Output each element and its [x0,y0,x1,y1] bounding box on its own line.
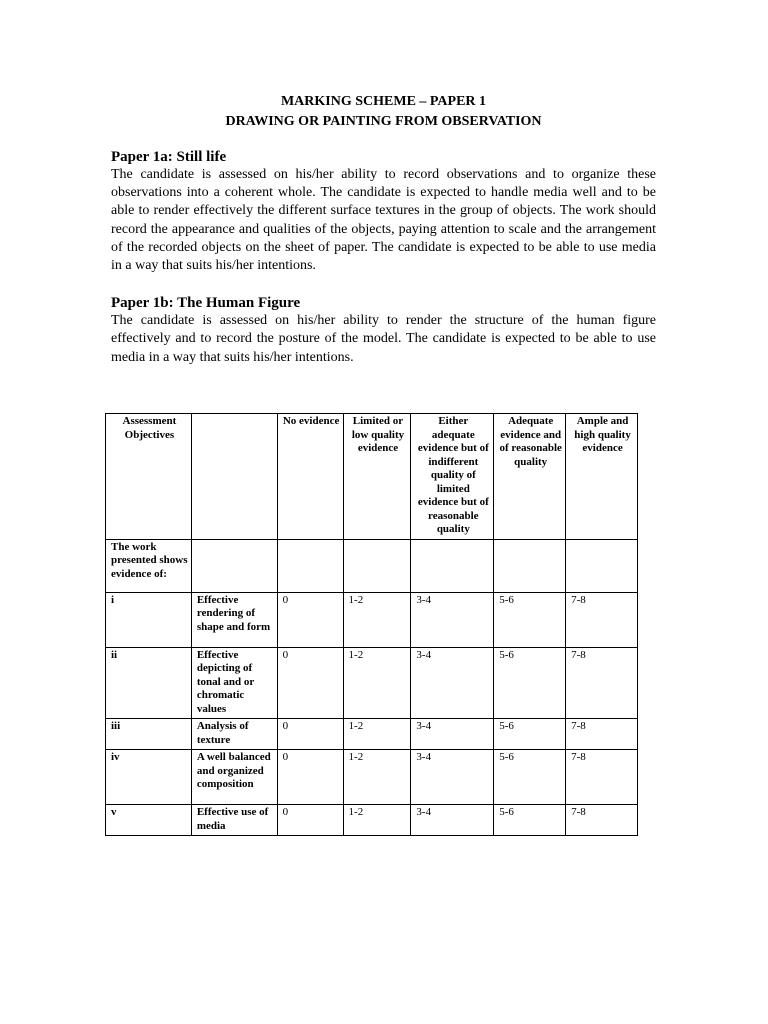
row-number: ii [106,647,192,719]
header-ample-evidence: Ample and high quality evidence [566,414,638,540]
table-header-row [106,414,638,540]
empty-cell [277,539,343,592]
table-row [106,719,638,750]
row-number: v [106,805,192,836]
mark-either: 3-4 [411,719,494,750]
mark-adequate: 5-6 [494,805,566,836]
mark-no-evidence: 0 [277,719,343,750]
mark-limited: 1-2 [343,719,411,750]
header-objective-blank [191,414,277,540]
mark-ample: 7-8 [566,750,638,805]
empty-cell [343,539,411,592]
section-1b-heading: Paper 1b: The Human Figure [111,295,301,312]
row-number: iii [106,719,192,750]
mark-adequate: 5-6 [494,719,566,750]
mark-ample: 7-8 [566,719,638,750]
mark-limited: 1-2 [343,805,411,836]
mark-either: 3-4 [411,592,494,647]
mark-adequate: 5-6 [494,647,566,719]
mark-limited: 1-2 [343,592,411,647]
row-objective: A well balanced and organized composition [191,750,277,805]
mark-either: 3-4 [411,805,494,836]
row-objective: Effective rendering of shape and form [191,592,277,647]
row-objective: Effective use of media [191,805,277,836]
mark-either: 3-4 [411,647,494,719]
mark-limited: 1-2 [343,750,411,805]
header-either-evidence: Either adequate evidence but of indifferent quality of limited evidence but of reasonable quality [411,414,494,540]
mark-ample: 7-8 [566,592,638,647]
table-row [106,647,638,719]
empty-cell [411,539,494,592]
header-assessment-objectives: Assessment Objectives [106,414,192,540]
document-title-line-2: DRAWING OR PAINTING FROM OBSERVATION [225,114,542,129]
empty-cell [191,539,277,592]
intro-cell: The work presented shows evidence of: [106,539,192,592]
mark-adequate: 5-6 [494,592,566,647]
section-1b-body: The candidate is assessed on his/her ability to render the structure of the human figure effectively and to record the posture of the model. The candidate is expected to be able to use media in a way that suits his/her intentions. [111,313,656,365]
row-number: i [106,592,192,647]
table-row [106,592,638,647]
mark-no-evidence: 0 [277,592,343,647]
mark-ample: 7-8 [566,647,638,719]
mark-no-evidence: 0 [277,805,343,836]
document-page [111,92,656,367]
mark-limited: 1-2 [343,647,411,719]
empty-cell [566,539,638,592]
marking-scheme-table [105,413,638,836]
empty-cell [494,539,566,592]
section-1a-heading: Paper 1a: Still life [111,149,227,165]
header-limited-evidence: Limited or low quality evidence [343,414,411,540]
row-objective: Effective depicting of tonal and or chromatic values [191,647,277,719]
mark-ample: 7-8 [566,805,638,836]
header-no-evidence: No evidence [277,414,343,540]
row-objective: Analysis of texture [191,719,277,750]
mark-either: 3-4 [411,750,494,805]
document-title-line-1: MARKING SCHEME – PAPER 1 [280,94,487,109]
header-adequate-evidence: Adequate evidence and of reasonable quality [494,414,566,540]
row-number: iv [106,750,192,805]
mark-no-evidence: 0 [277,647,343,719]
section-1a-body: The candidate is assessed on his/her ability to record observations and to organize these observations into a coherent whole. The candidate is expected to handle media well and to be able to render effectively the different surface textures in the group of objects. The work should record the appearance and qualities of the objects, paying attention to scale and the arrangement of the recorded objects on the sheet of paper. The candidate is expected to be able to use media in a way that suits his/her intentions. [111,167,656,274]
table-row [106,750,638,805]
table-intro-row [106,539,638,592]
mark-adequate: 5-6 [494,750,566,805]
table-row [106,805,638,836]
mark-no-evidence: 0 [277,750,343,805]
